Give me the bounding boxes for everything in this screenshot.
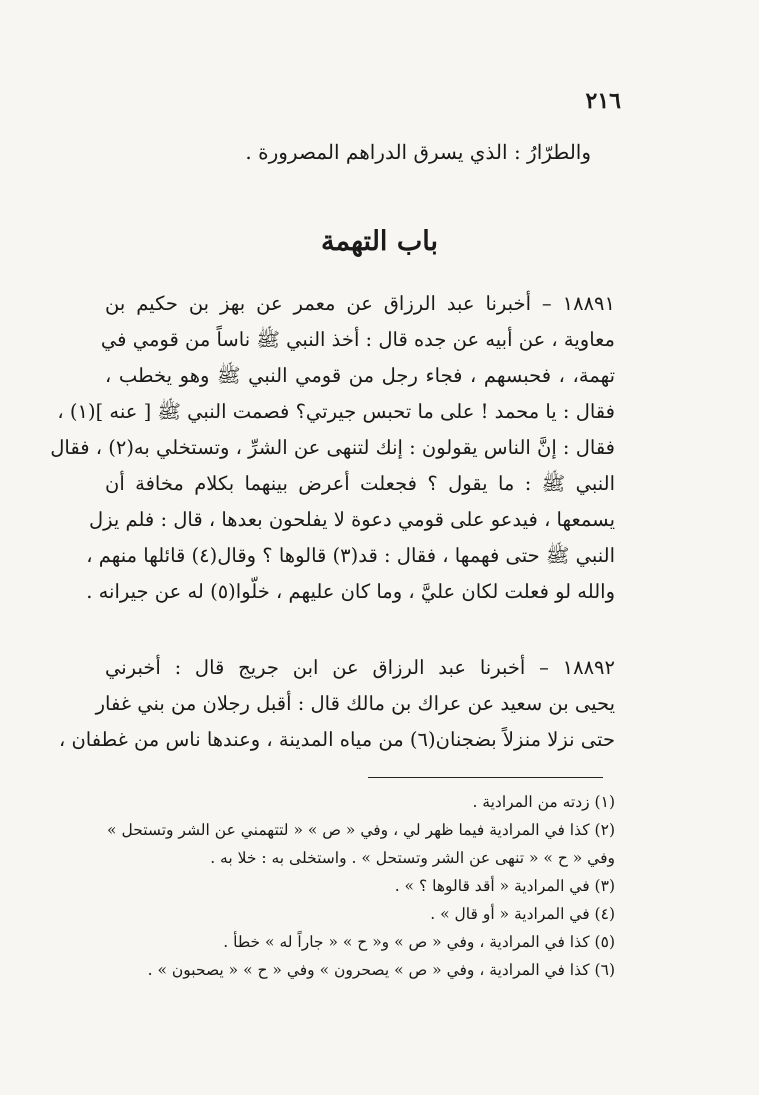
gloss-line: والطرّارُ : الذي يسرق الدراهم المصرورة . <box>245 140 591 164</box>
footnote: (٥) كذا في المرادية ، وفي « ص » و« ح » « جاراً له » خطأ . <box>223 933 615 951</box>
footnote-continuation: وفي « ح » « تنهى عن الشر وتستحل » . واستخلى به : خلا به . <box>210 849 615 867</box>
footnote: (٤) في المرادية « أو قال » . <box>430 905 615 923</box>
text-line: النبي ﷺ حتى فهمها ، فقال : قد(٣) قالوها ؟ وقال(٤) قائلها منهم ، <box>86 544 615 567</box>
footnote: (١) زدته من المرادية . <box>472 793 615 811</box>
text-line: والله لو فعلت لكان عليَّ ، وما كان عليهم ، خلّوا(٥) له عن جيرانه . <box>86 580 615 603</box>
footnote: (٣) في المرادية « أقد قالوها ؟ » . <box>394 877 615 895</box>
text-line: النبي ﷺ : ما يقول ؟ فجعلت أعرض بينهما بكلام مخافة أن <box>105 472 615 495</box>
text-line: حتى نزلا منزلاً بضجنان(٦) من مياه المدينة ، وعندها ناس من غطفان ، <box>58 728 615 751</box>
page-number: ٢١٦ <box>585 88 621 114</box>
text-line: ١٨٨٩١ – أخبرنا عبد الرزاق عن معمر عن بهز بن حكيم بن <box>105 292 615 315</box>
footnote-divider <box>368 777 603 778</box>
text-line: ١٨٨٩٢ – أخبرنا عبد الرزاق عن ابن جريج قال : أخبرني <box>105 656 615 679</box>
text-line: فقال : إنَّ الناس يقولون : إنك لتنهى عن الشرِّ ، وتستخلي به(٢) ، فقال <box>50 436 615 459</box>
text-line: فقال : يا محمد ! على ما تحبس جيرتي؟ فصمت النبي ﷺ [ عنه ](١) ، <box>57 400 615 423</box>
chapter-heading: باب التهمة <box>321 226 438 257</box>
footnotes <box>105 788 615 984</box>
hadith-18891 <box>50 286 615 610</box>
text-line: يسمعها ، فيدعو على قومي دعوة لا يفلحون بعدها ، قال : فلم يزل <box>88 508 615 531</box>
text-line: تهمة، ، فحبسهم ، فجاء رجل من قومي النبي ﷺ وهو يخطب ، <box>105 364 615 387</box>
text-line: يحيى بن سعيد عن عراك بن مالك قال : أقبل رجلان من بني غفار <box>95 692 615 715</box>
footnote: (٦) كذا في المرادية ، وفي « ص » يصحرون » وفي « ح » « يصحبون » . <box>147 961 615 979</box>
footnote: (٢) كذا في المرادية فيما ظهر لي ، وفي « ص » « لتتهمني عن الشر وتستحل » <box>107 821 615 839</box>
text-line: معاوية ، عن أبيه عن جده قال : أخذ النبي ﷺ ناساً من قومي في <box>100 328 615 351</box>
hadith-18892 <box>58 650 615 758</box>
